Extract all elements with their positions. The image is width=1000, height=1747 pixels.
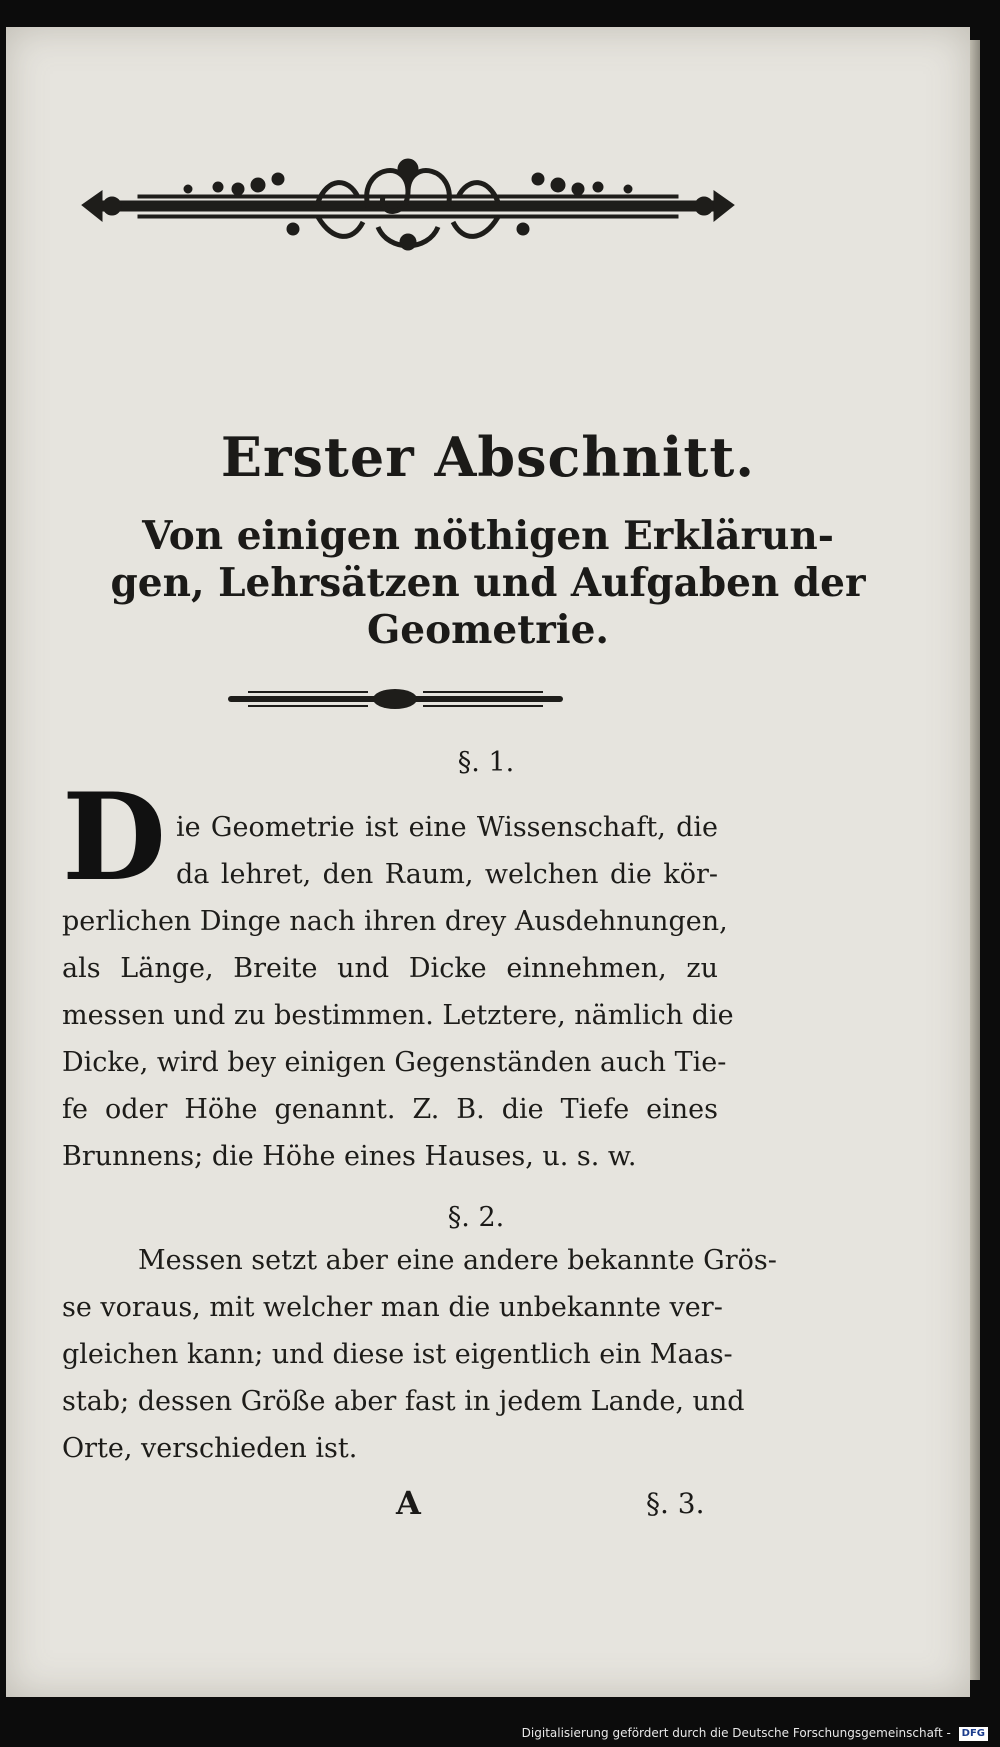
text-line: Messen setzt aber eine andere bekannte Grös- bbox=[138, 1245, 777, 1276]
text-line: Dicke, wird bey einigen Gegenständen auch Tie- bbox=[62, 1047, 727, 1078]
text-line: als Länge, Breite und Dicke einnehmen, zu bbox=[62, 953, 718, 984]
section-1-paragraph bbox=[62, 812, 734, 1188]
text-line: se voraus, mit welcher man die unbekannte ver- bbox=[62, 1292, 723, 1323]
text-line: da lehret, den Raum, welchen die kör- bbox=[176, 859, 718, 890]
section-2-paragraph bbox=[62, 1245, 777, 1480]
text-line: messen und zu bestimmen. Letztere, nämlich die bbox=[62, 1000, 734, 1031]
text-line: stab; dessen Größe aber fast in jedem Lande, und bbox=[62, 1386, 745, 1417]
text-line: fe oder Höhe genannt. Z. B. die Tiefe eines bbox=[62, 1094, 718, 1125]
dfg-logo-icon: DFG bbox=[959, 1727, 988, 1741]
section-1-mark: §. 1. bbox=[457, 747, 515, 778]
digitization-footer bbox=[518, 1723, 992, 1743]
text-line: gleichen kann; und diese ist eigentlich ein Maas- bbox=[62, 1339, 733, 1370]
book-page bbox=[6, 27, 970, 1697]
text-line: perlichen Dinge nach ihren drey Ausdehnungen, bbox=[62, 906, 728, 937]
section-2-mark: §. 2. bbox=[447, 1202, 505, 1233]
text-line: ie Geometrie ist eine Wissenschaft, die bbox=[176, 812, 718, 843]
text-line: Orte, verschieden ist. bbox=[62, 1433, 358, 1464]
signature-mark: A bbox=[396, 1484, 421, 1522]
page-edge bbox=[970, 40, 980, 1680]
drop-cap-initial: D bbox=[61, 767, 167, 908]
chapter-title: Erster Abschnitt. bbox=[220, 425, 756, 489]
floral-ornament-header bbox=[78, 147, 738, 267]
subtitle-line: Geometrie. bbox=[367, 607, 609, 653]
subtitle-line: Von einigen nöthigen Erklärun- bbox=[142, 513, 834, 559]
subtitle-line: gen, Lehrsätzen und Aufgaben der bbox=[110, 560, 866, 606]
footer-text: Digitalisierung gefördert durch die Deutsche Forschungsgemeinschaft - bbox=[521, 1726, 951, 1740]
chapter-subtitle bbox=[6, 509, 970, 653]
text-line: Brunnens; die Höhe eines Hauses, u. s. w. bbox=[62, 1141, 637, 1172]
catchword: §. 3. bbox=[646, 1487, 705, 1520]
divider-rule bbox=[228, 687, 563, 711]
